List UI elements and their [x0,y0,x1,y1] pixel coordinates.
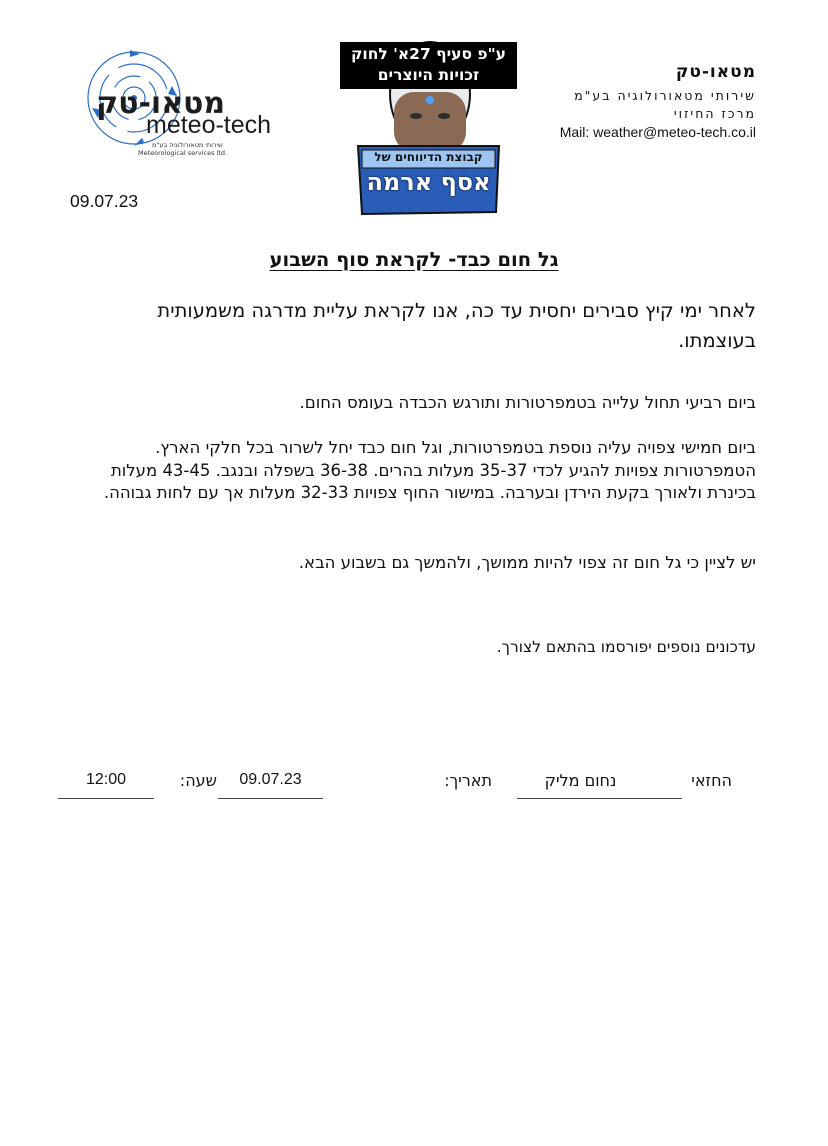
paragraph-wednesday: ביום רביעי תחול עלייה בטמפרטורות ותורגש הכבדה בעומס החום. [299,393,756,412]
company-mail: Mail: weather@meteo-tech.co.il [559,124,756,140]
footer-date-line [218,798,323,799]
logo-subtitle-hebrew: שירותי מטאורולוגיה בע"מ [152,141,223,149]
document-title [0,248,828,271]
logo-subtitle-english: Meteorological services ltd. [138,149,228,157]
footer-date-label: תאריך: [444,771,492,790]
sticker-caption-line1: ע"פ סעיף 27א' לחוק [350,45,507,63]
intro-paragraph: לאחר ימי קיץ סבירים יחסית עד כה, אנו לקראת עליית מדרגה משמעותית בעוצמתו. [157,299,756,352]
forecaster-signature-line [517,798,682,799]
paragraph-thursday: ביום חמישי צפויה עליה נוספת בטמפרטורות, וגל חום כבד יחל לשרור בכל חלקי הארץ. הטמפרטורות צפויות להגיע לכדי 35-37 מעלות בהרים. 36-38 בשפלה ובנגב. 43-45 מעלות בכינרת ולאורך בקעת הירדן ובערבה. במישור החוף צפויות 32-33 מעלות אך עם לחות גבוהה. [103,438,756,502]
footer-date-value: 09.07.23 [239,771,302,788]
paragraph-updates: עדכונים נוספים יפורסמו בהתאם לצורך. [496,638,756,656]
copyright-sticker [340,32,517,196]
sticker-banner [354,142,503,217]
sticker-caption [340,42,517,89]
footer-time-label: שעה: [179,771,217,790]
document-date: 09.07.23 [70,191,139,211]
footer-time-line [58,798,154,799]
company-header [496,62,756,140]
sticker-caption-line2: זכויות היוצרים [377,66,480,84]
sticker-banner-main-text: אסף ארמה [366,168,491,196]
company-logo [84,48,299,160]
paragraph-duration: יש לציין כי גל חום זה צפוי להיות ממושך, ולהמשך גם בשבוע הבא. [298,553,756,572]
company-department: מרכז החיזוי [673,106,756,121]
sticker-banner-top-text: קבוצת הדיווחים של [374,150,483,164]
footer-time-value: 12:00 [85,771,127,788]
company-name: מטאו-טק [675,62,756,82]
forecaster-name: נחום מליק [544,771,617,790]
logo-english-text: meteo-tech [146,111,272,139]
company-subtitle: שירותי מטאורולוגיה בע"מ [574,88,756,103]
document-title-text: גל חום כבד- לקראת סוף השבוע [269,248,559,271]
logo-hebrew-text: מטאו-טק [96,86,226,121]
forecaster-label: החזאי [691,771,732,790]
